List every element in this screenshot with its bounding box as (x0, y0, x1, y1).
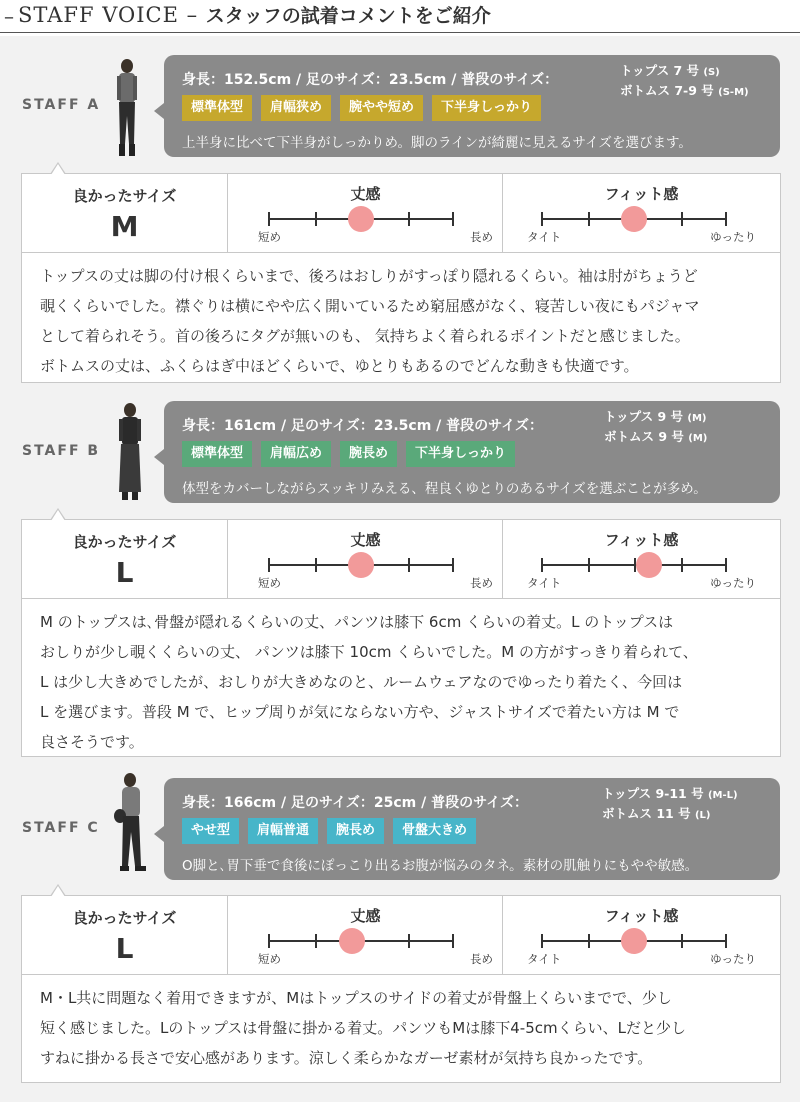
fit-low-label: タイト (527, 576, 562, 590)
fit-scale (541, 218, 727, 220)
scale-tick (452, 934, 454, 948)
length-scale (268, 218, 454, 220)
title-ja: スタッフの試着コメントをご紹介 (205, 5, 491, 27)
staff-c-label: STAFF C (22, 820, 100, 836)
title-sep: – (178, 3, 206, 27)
comment-line: おしりが少し覗くくらいの丈、 パンツは膝下 10cm くらいでした。M の方がすっきり着られて、 (40, 643, 698, 661)
tag: 下半身しっかり (406, 441, 515, 467)
staff-c-stats: 身長：166cm / 足のサイズ：25cm / 普段のサイズ： (182, 795, 528, 811)
length-marker (348, 206, 374, 232)
scale-tick (408, 558, 410, 572)
staff-b-tops-size: (M) (687, 413, 707, 424)
scale-tick (681, 934, 683, 948)
length-title: 丈感 (350, 907, 381, 925)
staff-c-bottoms-size: (L) (694, 810, 711, 821)
staff-c-profile-bubble (164, 778, 780, 880)
fit-marker (636, 552, 662, 578)
staff-a-tops-size: (S) (703, 67, 720, 78)
tag: 腕長め (327, 818, 384, 844)
staff-a-comment (22, 253, 780, 381)
fit-title: フィット感 (604, 907, 679, 925)
staff-b-note: 体型をカバーしながらスッキリみえる、程良くゆとりのあるサイズを選ぶことが多め。 (182, 481, 707, 497)
title-en: STAFF VOICE (18, 3, 179, 27)
scale-tick (315, 558, 317, 572)
comment-line: 覗くくらいでした。襟ぐりは横にやや広く開いているため窮屈感がなく、寝苦しい夜にもパジャマ (40, 297, 700, 315)
page-title (18, 1, 491, 28)
comment-line: トップスの丈は脚の付け根くらいまで、後ろはおしりがすっぽり隠れるくらい。袖は肘がちょうど (40, 267, 698, 285)
length-high-label: 長め (470, 952, 493, 966)
fit-scale (541, 940, 727, 942)
staff-c-usual-sizes (602, 785, 738, 825)
fit-cell (502, 896, 780, 974)
scale-tick (408, 212, 410, 226)
scale-tick (588, 558, 590, 572)
scale-tick (452, 212, 454, 226)
scale-tick (725, 558, 727, 572)
scale-tick (268, 212, 270, 226)
good-size-label: 良かったサイズ (72, 533, 177, 551)
good-size-cell (22, 896, 227, 974)
staff-a-bottoms-size: (S-M) (718, 87, 749, 98)
fit-high-label: ゆったり (710, 952, 756, 966)
staff-b-stats: 身長：161cm / 足のサイズ：23.5cm / 普段のサイズ： (182, 418, 544, 434)
fit-marker (621, 206, 647, 232)
comment-line: 短く感じました。Lのトップスは骨盤に掛かる着丈。パンツもMは膝下4-5cmくらい、Lだと少し (40, 1019, 686, 1037)
good-size-cell (22, 174, 227, 252)
tag: 標準体型 (182, 95, 252, 121)
staff-a-note: 上半身に比べて下半身がしっかりめ。脚のラインが綺麗に見えるサイズを選びます。 (182, 135, 692, 151)
staff-a-usual-sizes (620, 62, 749, 102)
length-high-label: 長め (470, 576, 493, 590)
header-rule (0, 32, 800, 33)
staff-a-tags (182, 95, 541, 121)
good-size-value: L (115, 556, 134, 589)
tag: 骨盤大きめ (393, 818, 476, 844)
tag: 腕長め (340, 441, 397, 467)
scale-tick (315, 934, 317, 948)
length-low-label: 短め (258, 230, 281, 244)
scale-tick (315, 212, 317, 226)
length-low-label: 短め (258, 952, 281, 966)
scale-tick (588, 212, 590, 226)
tag: 肩幅普通 (248, 818, 318, 844)
scale-tick (408, 934, 410, 948)
length-cell (227, 896, 503, 974)
length-high-label: 長め (470, 230, 493, 244)
scale-tick (681, 558, 683, 572)
staff-c-note: O脚と､胃下垂で食後にぽっこり出るお腹が悩みのタネ。素材の肌触りにもやや敏感。 (182, 858, 699, 874)
fit-high-label: ゆったり (710, 230, 756, 244)
scale-tick (541, 212, 543, 226)
staff-c-bottoms: ボトムス 11 号 (602, 806, 691, 821)
scale-tick (268, 558, 270, 572)
good-size-label: 良かったサイズ (72, 187, 177, 205)
comment-line: L を選びます。普段 M で、ヒップ周りが気にならない方や、ジャストサイズで着たい方は M で (40, 703, 680, 721)
tag: やせ型 (182, 818, 239, 844)
staff-b-review-card (21, 519, 781, 757)
comment-line: すねに掛かる長さで安心感があります。涼しく柔らかなガーゼ素材が気持ち良かったです。 (40, 1049, 653, 1067)
length-title: 丈感 (350, 185, 381, 203)
scale-tick (541, 934, 543, 948)
tag: 肩幅狭め (261, 95, 331, 121)
comment-line: として着られそう。首の後ろにタグが無いのも、 気持ちよく着られるポイントだと感じました。 (40, 327, 690, 345)
length-title: 丈感 (350, 531, 381, 549)
staff-c-photo (108, 770, 156, 882)
fit-high-label: ゆったり (710, 576, 756, 590)
fit-title: フィット感 (604, 185, 679, 203)
fit-cell (502, 520, 780, 598)
tag: 標準体型 (182, 441, 252, 467)
header-dash: – (4, 4, 14, 28)
good-size-label: 良かったサイズ (72, 909, 177, 927)
staff-c-tags (182, 818, 476, 844)
scale-tick (452, 558, 454, 572)
staff-c-tops-size: (M-L) (707, 790, 738, 801)
staff-b-profile-bubble (164, 401, 780, 503)
staff-c-comment (22, 975, 780, 1073)
fit-scale (541, 564, 727, 566)
staff-a-stats: 身長：152.5cm / 足のサイズ：23.5cm / 普段のサイズ： (182, 72, 559, 88)
staff-c-tops: トップス 9-11 号 (602, 786, 704, 801)
tag: 腕やや短め (340, 95, 423, 121)
scale-tick (725, 212, 727, 226)
good-size-cell (22, 520, 227, 598)
staff-b-comment (22, 599, 780, 757)
staff-c-rating-row (22, 896, 780, 975)
fit-title: フィット感 (604, 531, 679, 549)
length-cell (227, 520, 503, 598)
staff-a-rating-row (22, 174, 780, 253)
comment-line: L は少し大きめでしたが、おしりが大きめなのと、ルームウェアなのでゆったり着たく、今回は (40, 673, 683, 691)
fit-low-label: タイト (527, 952, 562, 966)
staff-b-rating-row (22, 520, 780, 599)
fit-low-label: タイト (527, 230, 562, 244)
staff-a-label: STAFF A (22, 97, 101, 113)
fit-marker (621, 928, 647, 954)
staff-b-bottoms: ボトムス 9 号 (604, 429, 684, 444)
length-cell (227, 174, 503, 252)
comment-line: ボトムスの丈は、ふくらはぎ中ほどくらいで、ゆとりもあるのでどんな動きも快適です。 (40, 357, 639, 375)
comment-line: M・L共に問題なく着用できますが、Mはトップスのサイドの着丈が骨盤上くらいまでで、少し (40, 989, 672, 1007)
length-scale (268, 940, 454, 942)
length-scale (268, 564, 454, 566)
scale-tick (268, 934, 270, 948)
staff-b-bottoms-size: (M) (688, 433, 708, 444)
staff-c-review-card (21, 895, 781, 1083)
length-low-label: 短め (258, 576, 281, 590)
length-marker (348, 552, 374, 578)
staff-a-review-card (21, 173, 781, 383)
staff-a-photo (108, 56, 146, 160)
staff-b-label: STAFF B (22, 443, 101, 459)
scale-tick (681, 212, 683, 226)
staff-a-tops: トップス 7 号 (620, 63, 700, 78)
staff-a-bottoms: ボトムス 7-9 号 (620, 83, 714, 98)
comment-line: 良さそうです。 (40, 733, 144, 751)
tag: 下半身しっかり (432, 95, 541, 121)
staff-a-profile-bubble (164, 55, 780, 157)
staff-b-usual-sizes (604, 408, 707, 448)
staff-b-photo (110, 400, 150, 504)
good-size-value: M (110, 210, 139, 243)
scale-tick (588, 934, 590, 948)
good-size-value: L (115, 932, 134, 965)
comment-line: M のトップスは､骨盤が隠れるくらいの丈、パンツは膝下 6cm くらいの着丈。L のトップスは (40, 613, 674, 631)
staff-b-tags (182, 441, 515, 467)
scale-tick (541, 558, 543, 572)
scale-tick (725, 934, 727, 948)
fit-cell (502, 174, 780, 252)
staff-b-tops: トップス 9 号 (604, 409, 684, 424)
tag: 肩幅広め (261, 441, 331, 467)
length-marker (339, 928, 365, 954)
page-header (0, 0, 800, 33)
